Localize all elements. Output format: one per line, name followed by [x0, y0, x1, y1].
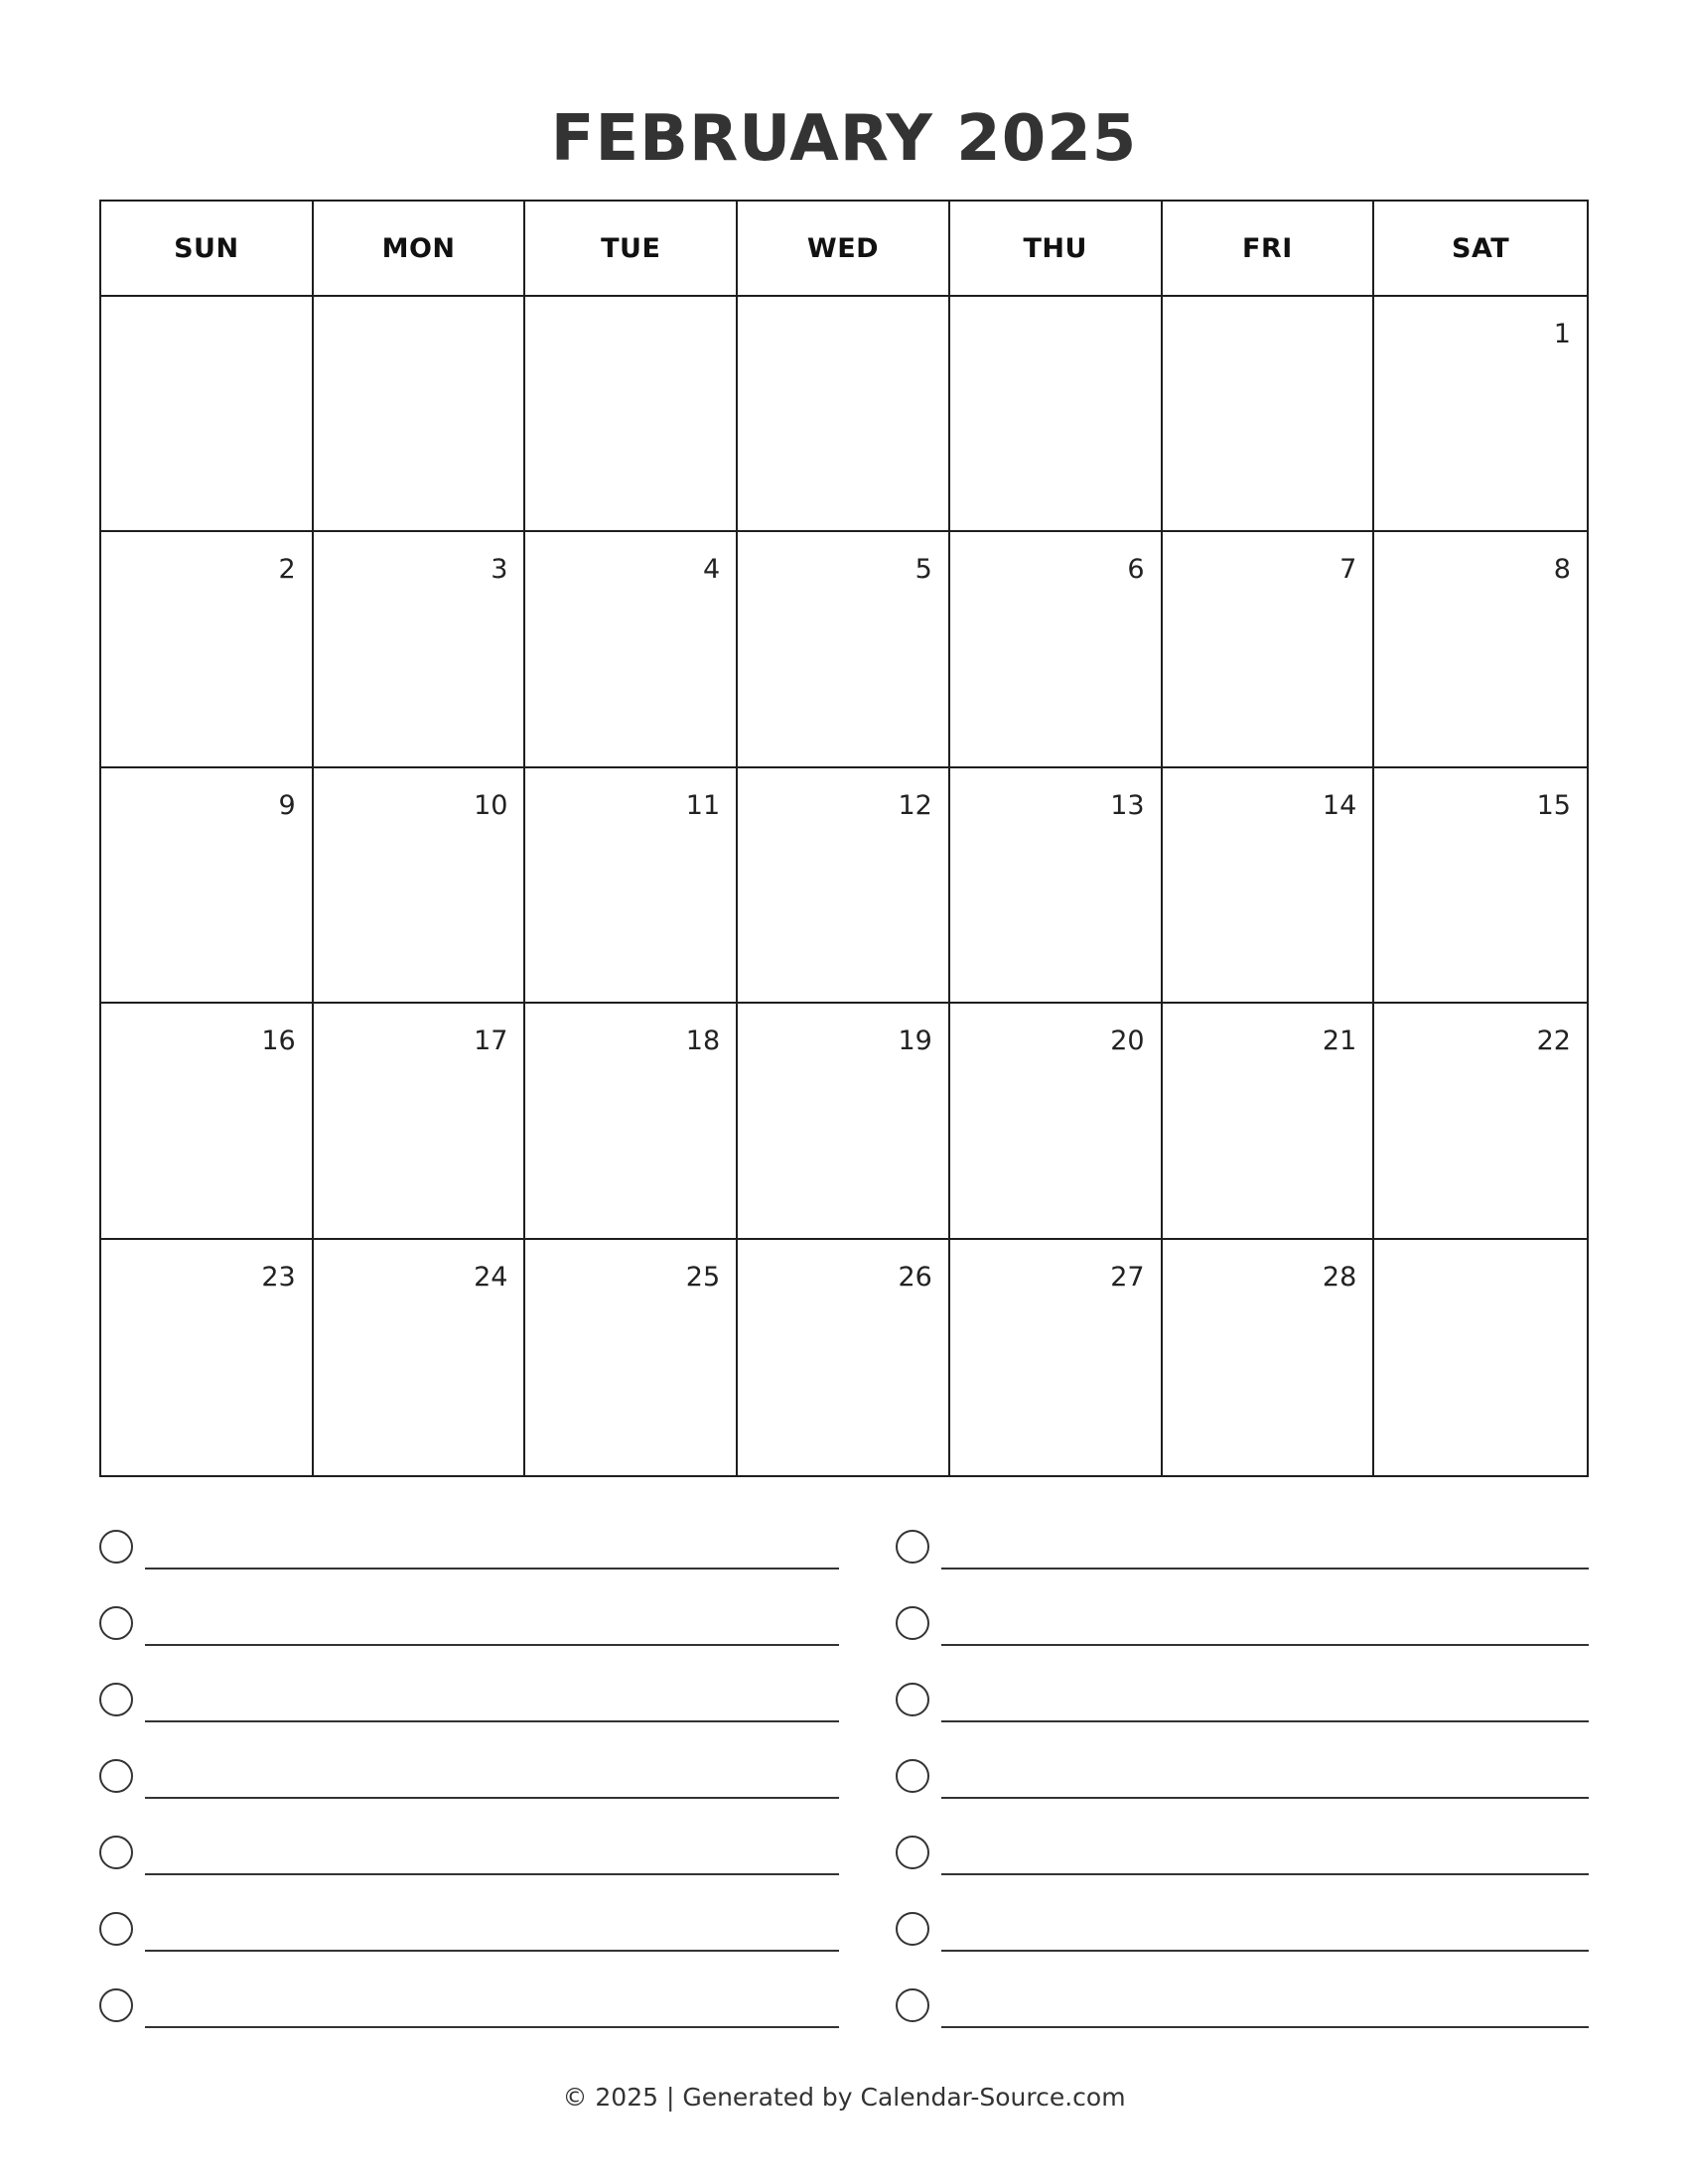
day-cell-27[interactable]	[950, 1240, 1163, 1475]
checkbox-circle-icon[interactable]	[99, 1606, 133, 1640]
empty-day-cell[interactable]	[314, 297, 526, 532]
day-cell-21[interactable]	[1163, 1004, 1375, 1239]
day-cell-19[interactable]	[738, 1004, 950, 1239]
day-cell-23[interactable]	[101, 1240, 314, 1475]
todo-item-right-2	[896, 1606, 1589, 1683]
day-cell-25[interactable]	[525, 1240, 738, 1475]
day-number: 24	[474, 1261, 508, 1293]
todo-writing-line[interactable]	[145, 1568, 839, 1570]
checkbox-circle-icon[interactable]	[99, 1912, 133, 1946]
todo-writing-line[interactable]	[145, 1797, 839, 1799]
day-cell-12[interactable]	[738, 768, 950, 1004]
day-number: 12	[898, 789, 932, 821]
day-cell-14[interactable]	[1163, 768, 1375, 1004]
todo-writing-line[interactable]	[145, 1644, 839, 1646]
checkbox-circle-icon[interactable]	[896, 1836, 929, 1869]
day-number: 8	[1553, 554, 1571, 586]
day-number: 14	[1322, 789, 1357, 821]
day-number: 27	[1110, 1261, 1145, 1293]
empty-day-cell[interactable]	[950, 297, 1163, 532]
checkbox-circle-icon[interactable]	[99, 1759, 133, 1793]
day-cell-16[interactable]	[101, 1004, 314, 1239]
day-number: 13	[1110, 789, 1145, 821]
day-cell-7[interactable]	[1163, 532, 1375, 767]
checkbox-circle-icon[interactable]	[896, 1530, 929, 1564]
empty-day-cell[interactable]	[101, 297, 314, 532]
todo-writing-line[interactable]	[941, 1873, 1589, 1875]
day-cell-2[interactable]	[101, 532, 314, 767]
day-cell-24[interactable]	[314, 1240, 526, 1475]
weekday-header-fri: FRI	[1163, 202, 1375, 297]
todo-item-right-6	[896, 1912, 1589, 1988]
weekday-header-mon: MON	[314, 202, 526, 297]
empty-day-cell[interactable]	[525, 297, 738, 532]
checkbox-circle-icon[interactable]	[99, 1683, 133, 1716]
day-cell-6[interactable]	[950, 532, 1163, 767]
day-number: 19	[898, 1025, 932, 1057]
checkbox-circle-icon[interactable]	[896, 1606, 929, 1640]
day-number: 25	[685, 1261, 721, 1293]
todo-item-left-2	[99, 1606, 839, 1683]
todo-item-right-7	[896, 1988, 1589, 2065]
day-number: 2	[278, 554, 296, 586]
todo-writing-line[interactable]	[941, 1950, 1589, 1952]
todo-item-right-3	[896, 1683, 1589, 1759]
todo-item-left-6	[99, 1912, 839, 1988]
todo-item-left-1	[99, 1530, 839, 1606]
day-number: 20	[1110, 1025, 1145, 1057]
day-cell-3[interactable]	[314, 532, 526, 767]
todo-writing-line[interactable]	[941, 1720, 1589, 1722]
checkbox-circle-icon[interactable]	[99, 1530, 133, 1564]
day-number: 18	[685, 1025, 721, 1057]
todo-list-left	[99, 1530, 839, 2065]
day-number: 23	[261, 1261, 296, 1293]
day-cell-1[interactable]	[1374, 297, 1587, 532]
empty-day-cell[interactable]	[1163, 297, 1375, 532]
day-number: 5	[914, 554, 932, 586]
todo-writing-line[interactable]	[941, 1797, 1589, 1799]
day-cell-5[interactable]	[738, 532, 950, 767]
day-cell-8[interactable]	[1374, 532, 1587, 767]
todo-writing-line[interactable]	[941, 1644, 1589, 1646]
day-number: 16	[261, 1025, 296, 1057]
day-number: 10	[474, 789, 508, 821]
weekday-header-sat: SAT	[1374, 202, 1587, 297]
todo-writing-line[interactable]	[145, 1873, 839, 1875]
empty-day-cell[interactable]	[738, 297, 950, 532]
day-cell-28[interactable]	[1163, 1240, 1375, 1475]
todo-item-right-5	[896, 1836, 1589, 1912]
todo-writing-line[interactable]	[145, 2026, 839, 2028]
todo-item-right-1	[896, 1530, 1589, 1606]
checkbox-circle-icon[interactable]	[99, 1836, 133, 1869]
todo-item-left-3	[99, 1683, 839, 1759]
day-cell-17[interactable]	[314, 1004, 526, 1239]
day-cell-10[interactable]	[314, 768, 526, 1004]
calendar-grid	[99, 200, 1589, 1477]
todo-item-left-7	[99, 1988, 839, 2065]
day-cell-13[interactable]	[950, 768, 1163, 1004]
todo-writing-line[interactable]	[145, 1950, 839, 1952]
day-cell-20[interactable]	[950, 1004, 1163, 1239]
day-cell-26[interactable]	[738, 1240, 950, 1475]
todo-writing-line[interactable]	[941, 1568, 1589, 1570]
todo-item-right-4	[896, 1759, 1589, 1836]
todo-writing-line[interactable]	[145, 1720, 839, 1722]
day-number: 1	[1553, 319, 1571, 349]
day-number: 6	[1127, 554, 1145, 586]
todo-list-right	[896, 1530, 1589, 2065]
day-number: 15	[1536, 789, 1571, 821]
day-cell-18[interactable]	[525, 1004, 738, 1239]
calendar-title: FEBRUARY 2025	[550, 102, 1138, 176]
footer-credit: © 2025 | Generated by Calendar-Source.com	[562, 2083, 1126, 2112]
checkbox-circle-icon[interactable]	[896, 1683, 929, 1716]
todo-item-left-5	[99, 1836, 839, 1912]
day-number: 21	[1322, 1025, 1357, 1057]
day-number: 22	[1536, 1025, 1571, 1057]
checkbox-circle-icon[interactable]	[896, 1759, 929, 1793]
checkbox-circle-icon[interactable]	[99, 1988, 133, 2022]
empty-day-cell[interactable]	[1374, 1240, 1587, 1475]
day-number: 7	[1339, 554, 1357, 586]
todo-writing-line[interactable]	[941, 2026, 1589, 2028]
day-number: 9	[278, 789, 296, 821]
weekday-header-sun: SUN	[101, 202, 314, 297]
checkbox-circle-icon[interactable]	[896, 1912, 929, 1946]
day-cell-4[interactable]	[525, 532, 738, 767]
day-number: 3	[491, 554, 508, 586]
day-cell-22[interactable]	[1374, 1004, 1587, 1239]
day-number: 28	[1322, 1261, 1357, 1293]
weekday-header-wed: WED	[738, 202, 950, 297]
day-number: 17	[474, 1025, 508, 1057]
day-cell-11[interactable]	[525, 768, 738, 1004]
weekday-header-tue: TUE	[525, 202, 738, 297]
checkbox-circle-icon[interactable]	[896, 1988, 929, 2022]
day-number: 11	[685, 789, 721, 821]
day-number: 4	[702, 554, 721, 586]
todo-item-left-4	[99, 1759, 839, 1836]
day-number: 26	[898, 1261, 932, 1293]
day-cell-9[interactable]	[101, 768, 314, 1004]
weekday-header-thu: THU	[950, 202, 1163, 297]
day-cell-15[interactable]	[1374, 768, 1587, 1004]
